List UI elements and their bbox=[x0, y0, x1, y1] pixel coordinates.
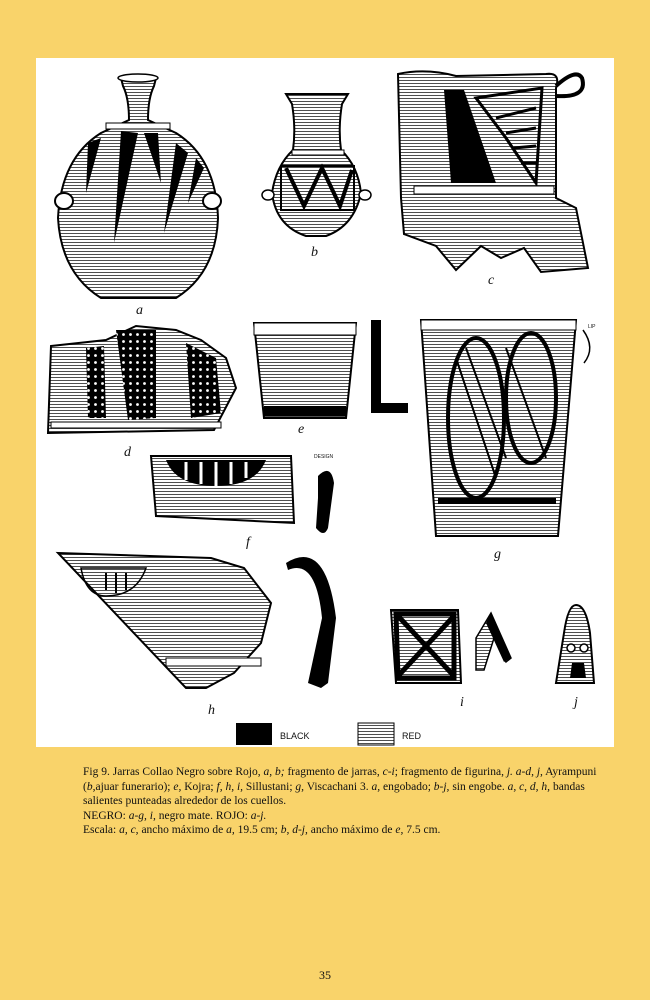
cup-e bbox=[254, 323, 356, 437]
caption-italic: a-g, i, bbox=[128, 809, 156, 822]
caption-text: salientes punteadas alrededor de los cuellos. bbox=[83, 795, 287, 807]
label-j: j bbox=[574, 695, 578, 710]
fragment-f bbox=[151, 456, 294, 550]
label-h: h bbox=[208, 703, 215, 718]
label-i: i bbox=[460, 695, 464, 710]
caption-text: negro mate. ROJO: bbox=[155, 809, 251, 822]
caption-line-colors bbox=[83, 809, 603, 824]
caption-text: ajuar funerario); bbox=[95, 780, 174, 793]
caption-text: 7.5 cm. bbox=[403, 824, 441, 836]
fragment-i bbox=[391, 610, 464, 710]
caption-text: Escala: bbox=[83, 824, 120, 836]
caption-text: Viscachani 3. bbox=[304, 780, 372, 793]
legend-swatch-black bbox=[236, 723, 272, 745]
caption-text: sin engobe. bbox=[449, 780, 508, 793]
legend-swatch-red bbox=[358, 723, 394, 745]
legend-label-red: RED bbox=[402, 731, 422, 741]
label-d: d bbox=[124, 445, 131, 460]
caption-italic: c-i bbox=[382, 766, 395, 778]
fragment-d bbox=[48, 326, 236, 460]
cup-g bbox=[421, 320, 596, 562]
figure-caption bbox=[83, 765, 603, 838]
label-a: a bbox=[136, 303, 143, 318]
caption-italic: a, c, bbox=[119, 824, 139, 836]
label-c: c bbox=[488, 273, 495, 288]
fragment-j bbox=[556, 605, 594, 710]
caption-text: Sillustani; bbox=[243, 780, 296, 793]
caption-text: Kojra; bbox=[181, 780, 217, 793]
annotation-design: DESIGN bbox=[314, 454, 334, 460]
label-e: e bbox=[298, 422, 305, 437]
label-b: b bbox=[311, 245, 318, 260]
jar-b bbox=[262, 94, 371, 260]
label-f: f bbox=[246, 535, 250, 550]
profile-e bbox=[371, 320, 408, 413]
fragment-c bbox=[398, 71, 588, 288]
caption-italic: a, c, d, h, bbox=[507, 780, 551, 793]
jar-a bbox=[55, 74, 221, 318]
caption-italic: b, d-j, bbox=[280, 824, 308, 836]
caption-text: ; fragmento de figurina, bbox=[394, 766, 507, 778]
figure-plate bbox=[36, 58, 614, 747]
caption-text: fragmento de jarras, bbox=[284, 766, 383, 778]
pottery-illustration bbox=[36, 58, 614, 747]
caption-text: ancho máximo de bbox=[138, 824, 227, 836]
caption-text: NEGRO: bbox=[83, 809, 129, 822]
label-g: g bbox=[494, 547, 501, 562]
caption-italic: j. a-d, j, bbox=[506, 766, 543, 778]
caption-text: bandas bbox=[550, 780, 585, 793]
caption-italic: a, bbox=[371, 780, 381, 793]
profile-f bbox=[316, 471, 334, 533]
caption-text: ancho máximo de bbox=[307, 824, 396, 836]
caption-italic: b, bbox=[86, 780, 96, 793]
caption-italic: a, bbox=[226, 824, 235, 836]
annotation-lip: LIP bbox=[588, 324, 596, 330]
caption-italic: f, h, i, bbox=[216, 780, 244, 793]
caption-line-1 bbox=[83, 765, 603, 809]
caption-line-scale bbox=[83, 823, 603, 838]
caption-text: Ayrampuni bbox=[542, 766, 597, 778]
profile-h bbox=[286, 557, 336, 688]
caption-text: engobado; bbox=[380, 780, 434, 793]
fragment-h bbox=[58, 553, 271, 718]
caption-italic: e, bbox=[395, 824, 404, 836]
caption-text: ( bbox=[83, 780, 87, 793]
page-number: 35 bbox=[319, 968, 331, 982]
caption-italic: g, bbox=[295, 780, 305, 793]
legend bbox=[236, 723, 422, 745]
caption-italic: a-j. bbox=[250, 809, 267, 822]
legend-label-black: BLACK bbox=[280, 731, 310, 741]
caption-italic: e, bbox=[173, 780, 182, 793]
caption-italic: b-j, bbox=[433, 780, 450, 793]
caption-text: 19.5 cm; bbox=[234, 824, 281, 836]
caption-italic: a, b; bbox=[263, 766, 285, 778]
caption-text: Fig 9. Jarras Collao Negro sobre Rojo, bbox=[83, 766, 264, 778]
